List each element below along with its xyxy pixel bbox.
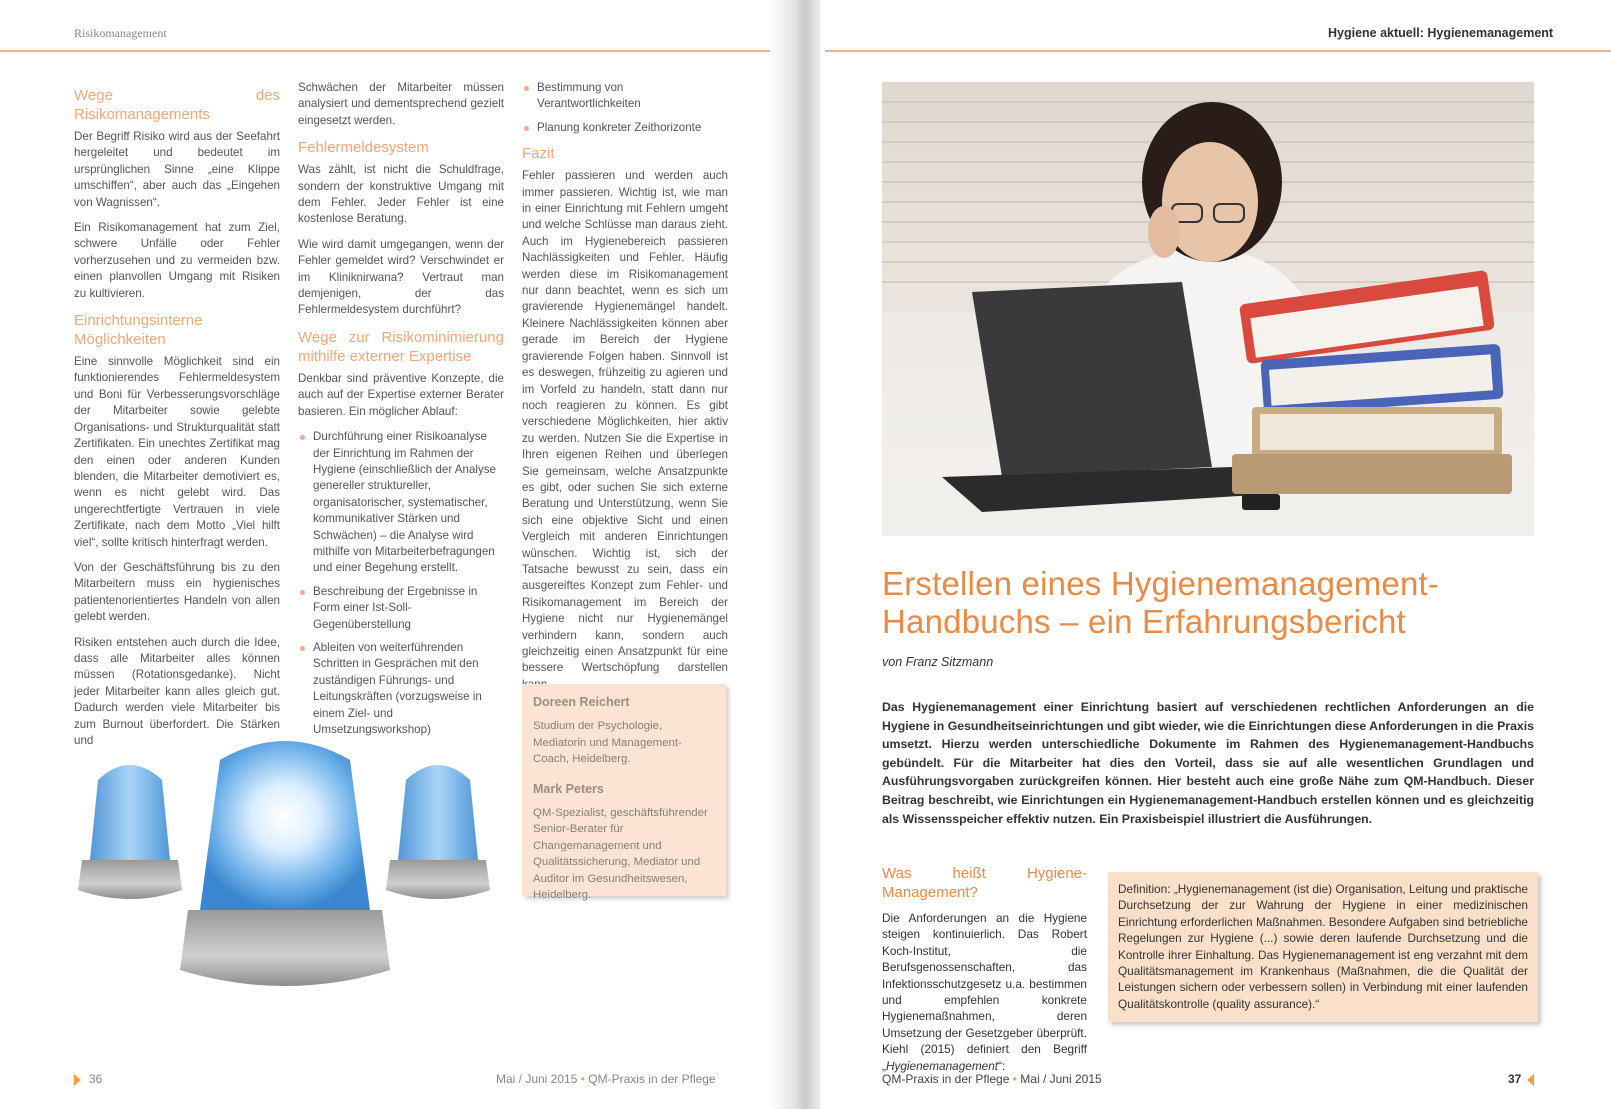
header-rule-right	[825, 50, 1611, 52]
section-paragraph	[882, 910, 1087, 1074]
footer-left	[74, 1072, 102, 1086]
left-column-2	[298, 80, 504, 746]
section-text: Die Anforderungen an die Hygiene steigen kontinuierlich. Das Robert Koch-Institut, die Berufsgenossenschaften, das Infektionsschutzgesetz u.a. bestimmen und empfehlen konkrete Hygienemaßnahmen, deren Umsetzung der Gesetzgeber überprüft. Kiehl (2015) definiert den Begriff „	[882, 911, 1087, 1073]
headline-line-1: Erstellen eines Hygienemanagement-	[882, 565, 1440, 602]
left-page	[0, 0, 790, 1109]
list-item: Ableiten von weiterführenden Schritten in Gesprächen mit den zuständigen Führungs- und Leitungskräften (vorzugsweise in einem Ziel- und Umsetzungsworkshop)	[298, 640, 504, 738]
paragraph: Der Begriff Risiko wird aus der Seefahrt hergeleitet und bedeutet im ursprünglichen Sinne „eine Klippe umschiffen“, aber auch das „Eingehen von Wagnissen“.	[74, 130, 280, 209]
list-item: Durchführung einer Risikoanalyse der Einrichtung im Rahmen der Hygiene (einschließlich der Analyse genereller struktureller, organisatorischer, systematischer, kommunikativer Stärken und Schwächen) – die Analyse wird mithilfe von Mitarbeiterbefragungen und einer Begehung erstellt.	[298, 429, 504, 577]
lead-paragraph: Das Hygienemanagement einer Einrichtung basiert auf verschiedenen rechtlichen Anforderungen an die Hygiene in Gesundheitseinrichtungen und gibt wieder, wie die Einrichtungen diese Anforderungen in die Praxis umsetzt. Hierzu werden unterschiedliche Dokumente im Rahmen des Hygienemanagement-Handbuchs gebündelt. Für die Mitarbeiter hat dies den Vorteil, dass sie auf alle wesentlichen Grundlagen und Ausführungsvorgaben zurückgreifen können. Hier besteht auch eine große Nähe zum QM-Handbuch. Dieser Beitrag beschreibt, wie Einrichtungen ein Hygienemanagement-Handbuch erstellen können und es gleichzeitig als Wissensspeicher effektiv nutzen. Ein Praxisbeispiel illustriert die Ausführungen.	[882, 700, 1534, 826]
heading-wege-risikomanagement: Wege des Risikomanagements	[74, 87, 280, 123]
definition-box: Definition: „Hygienemanagement (ist die) Organisation, Leitung und praktische Durchsetzung der zur Wahrung der Hygiene in einer medizinischen Einrichtung erforderlichen Maßnahmen. Besondere Aufgaben sind betriebliche Regelungen zur Hygiene (...) sowie deren laufende Durchsetzung und die Kontrolle ihrer Einhaltung. Das Hygienemanagement ist eng verzahnt mit dem Qualitätsmanagement im Krankenhaus (Maßnahmen, die die Qualität der Leistungen sichern oder verbessern sollen) in Verbindung mit einer laufenden Qualitätskontrolle (quality assurance).“	[1108, 872, 1538, 1022]
list-item: Planung konkreter Zeithorizonte	[522, 120, 728, 136]
byline: von Franz Sitzmann	[882, 655, 994, 669]
running-head-left: Risikomanagement	[74, 26, 167, 40]
page-number: 36	[89, 1072, 103, 1086]
author-name: Doreen Reichert	[533, 695, 630, 709]
left-column-1	[74, 80, 280, 758]
journal-name: QM-Praxis in der Pflege	[588, 1072, 716, 1086]
running-head-right: Hygiene aktuell: Hygienemanagement	[1328, 26, 1554, 40]
issue-date: Mai / Juni 2015	[1020, 1072, 1102, 1086]
paragraph: Risiken entstehen auch durch die Idee, dass alle Mitarbeiter alles können müssen (Rotationsgedanke). Nicht jeder Mitarbeiter kann alles gleich gut. Dadurch werden viele Mitarbeiter bis zum Burnout überfordert. Die Stärken und	[74, 635, 280, 747]
photo-illustration	[882, 82, 1534, 536]
section-text-end: “:	[998, 1058, 1006, 1073]
section-column	[882, 864, 1087, 1074]
page-marker-icon	[74, 1074, 81, 1086]
left-column-3	[522, 80, 728, 702]
right-page	[820, 0, 1611, 1109]
page-number: 37	[1508, 1072, 1522, 1086]
list-item: Beschreibung der Ergebnisse in Form einer Ist-Soll-Gegenüberstellung	[298, 584, 504, 633]
paragraph: Ein Risikomanagement hat zum Ziel, schwere Unfälle oder Fehler vorherzusehen und zu vermeiden bzw. einen planvollen Umgang mit Risiken zu kultivieren.	[74, 221, 280, 300]
paragraph: Was zählt, ist nicht die Schuldfrage, sondern der konstruktive Umgang mit dem Fehler. Jeder Fehler ist eine kostenlose Beratung.	[298, 163, 504, 226]
heading-fehlermeldesystem: Fehlermeldesystem	[298, 139, 429, 157]
woman-laptop-binders-photo	[882, 82, 1534, 536]
issue-date: Mai / Juni 2015	[496, 1072, 578, 1086]
paragraph: Schwächen der Mitarbeiter müssen analysiert und dementsprechend gezielt eingesetzt werden.	[298, 81, 504, 127]
heading-fazit: Fazit	[522, 145, 555, 163]
separator-dot-icon: •	[1012, 1072, 1017, 1086]
paragraph: Eine sinnvolle Möglichkeit sind ein funktionierendes Fehlermeldesystem und Boni für Verbesserungsvorschläge der Mitarbeiter sowie gelebte Organisations- und Strukturqualität statt Zertifikaten. Ein unechtes Zertifikat mag den einen oder anderen Kunden blenden, die Mitarbeiter demotiviert es, wenn es nicht gelebt wird. Das ungerechtfertigte Vertrauen in viele Zertifikate, nach dem Motto „Viel hilft viel“, sollte kritisch hinterfragt werden.	[74, 355, 280, 549]
author-description: QM-Spezialist, geschäftsführender Senior-Berater für Changemanagement und Qualitätssicherung, Mediator und Auditor im Gesundheitswesen, Heidelberg.	[533, 807, 708, 902]
blue-warning-lights-image	[70, 740, 510, 1020]
author-description: Studium der Psychologie, Mediatorin und Management-Coach, Heidelberg.	[533, 720, 682, 766]
footer-left-issue	[496, 1072, 716, 1086]
author-name: Mark Peters	[533, 781, 604, 796]
heading-risikominimierung: Wege zur Risikominimierung mithilfe externer Expertise	[298, 328, 504, 365]
paragraph: Fehler passieren und werden auch immer passieren. Wichtig ist, wie man in einer Einrichtung mit Fehlern umgeht und welche Schlüsse man daraus zieht. Auch im Hygienebereich passieren Nachlässigkeiten und Fehler. Häufig werden diese im Risikomanagement nur dann beachtet, wenn es sich um gravierende Hygienemängel handelt. Kleinere Nachlässigkeiten können aber gerade im Bereich der Hygiene gravierende Folgen haben. Sinnvoll ist es deswegen, frühzeitig zu agieren und im Vorfeld zu handeln, statt dann nur noch reagieren zu können. Es gibt verschiedene Möglichkeiten, hier aktiv zu werden. Nutzen Sie die Expertise in Ihren eigenen Reihen und überlegen Sie gemeinsam, welche Ansatzpunkte es gibt, oder suchen Sie sich externe Beratung und Unterstützung, wenn Sie sich eine objektive Sicht und einen Vergleich mit anderen Einrichtungen wünschen. Wichtig ist, sich der Tatsache bewusst zu sein, dass ein ausgereiftes Konzept zum Fehler- und Risikomanagement im Bereich der Hygiene nicht nur Hygienemängel verhindern kann, sondern auch gleichzeitig einen Ansatzpunkt für eine bessere Wertschöpfung darstellen	[522, 169, 728, 675]
bullet-list	[298, 429, 504, 738]
heading-einrichtungsinterne: Einrichtungsinterne Möglichkeiten	[74, 312, 203, 349]
heading-was-heisst-hygiene-management: Was heißt Hygiene-Management?	[882, 865, 1087, 901]
article-headline	[882, 565, 1562, 641]
headline-line-2: Handbuchs – ein Erfahrungsbericht	[882, 603, 1406, 640]
paragraph: Wie wird damit umgegangen, wenn der Fehler gemeldet wird? Verschwindet er im Kliniknirwana? Vertraut man demjenigen, der das Fehlermeldesystem durchführt?	[298, 237, 504, 317]
header-rule-left	[0, 50, 785, 52]
bullet-list	[522, 80, 728, 136]
journal-name: QM-Praxis in der Pflege	[882, 1072, 1010, 1086]
paragraph: Von der Geschäftsführung bis zu den Mitarbeitern muss ein hygienisches patientenorientiertes Handeln von allen gelebt werden.	[74, 560, 280, 624]
author-box	[522, 684, 726, 902]
section-text-emphasis: Hygienemanagement	[885, 1058, 999, 1073]
page-marker-icon	[1527, 1074, 1534, 1086]
separator-dot-icon: •	[580, 1072, 585, 1086]
list-item: Bestimmung von Verantwortlichkeiten	[522, 80, 728, 113]
footer-right	[882, 1072, 1102, 1086]
paragraph: Denkbar sind präventive Konzepte, die auch auf der Expertise externer Berater basieren. Ein möglicher Ablauf:	[298, 371, 504, 418]
footer-right-page	[1508, 1072, 1534, 1086]
